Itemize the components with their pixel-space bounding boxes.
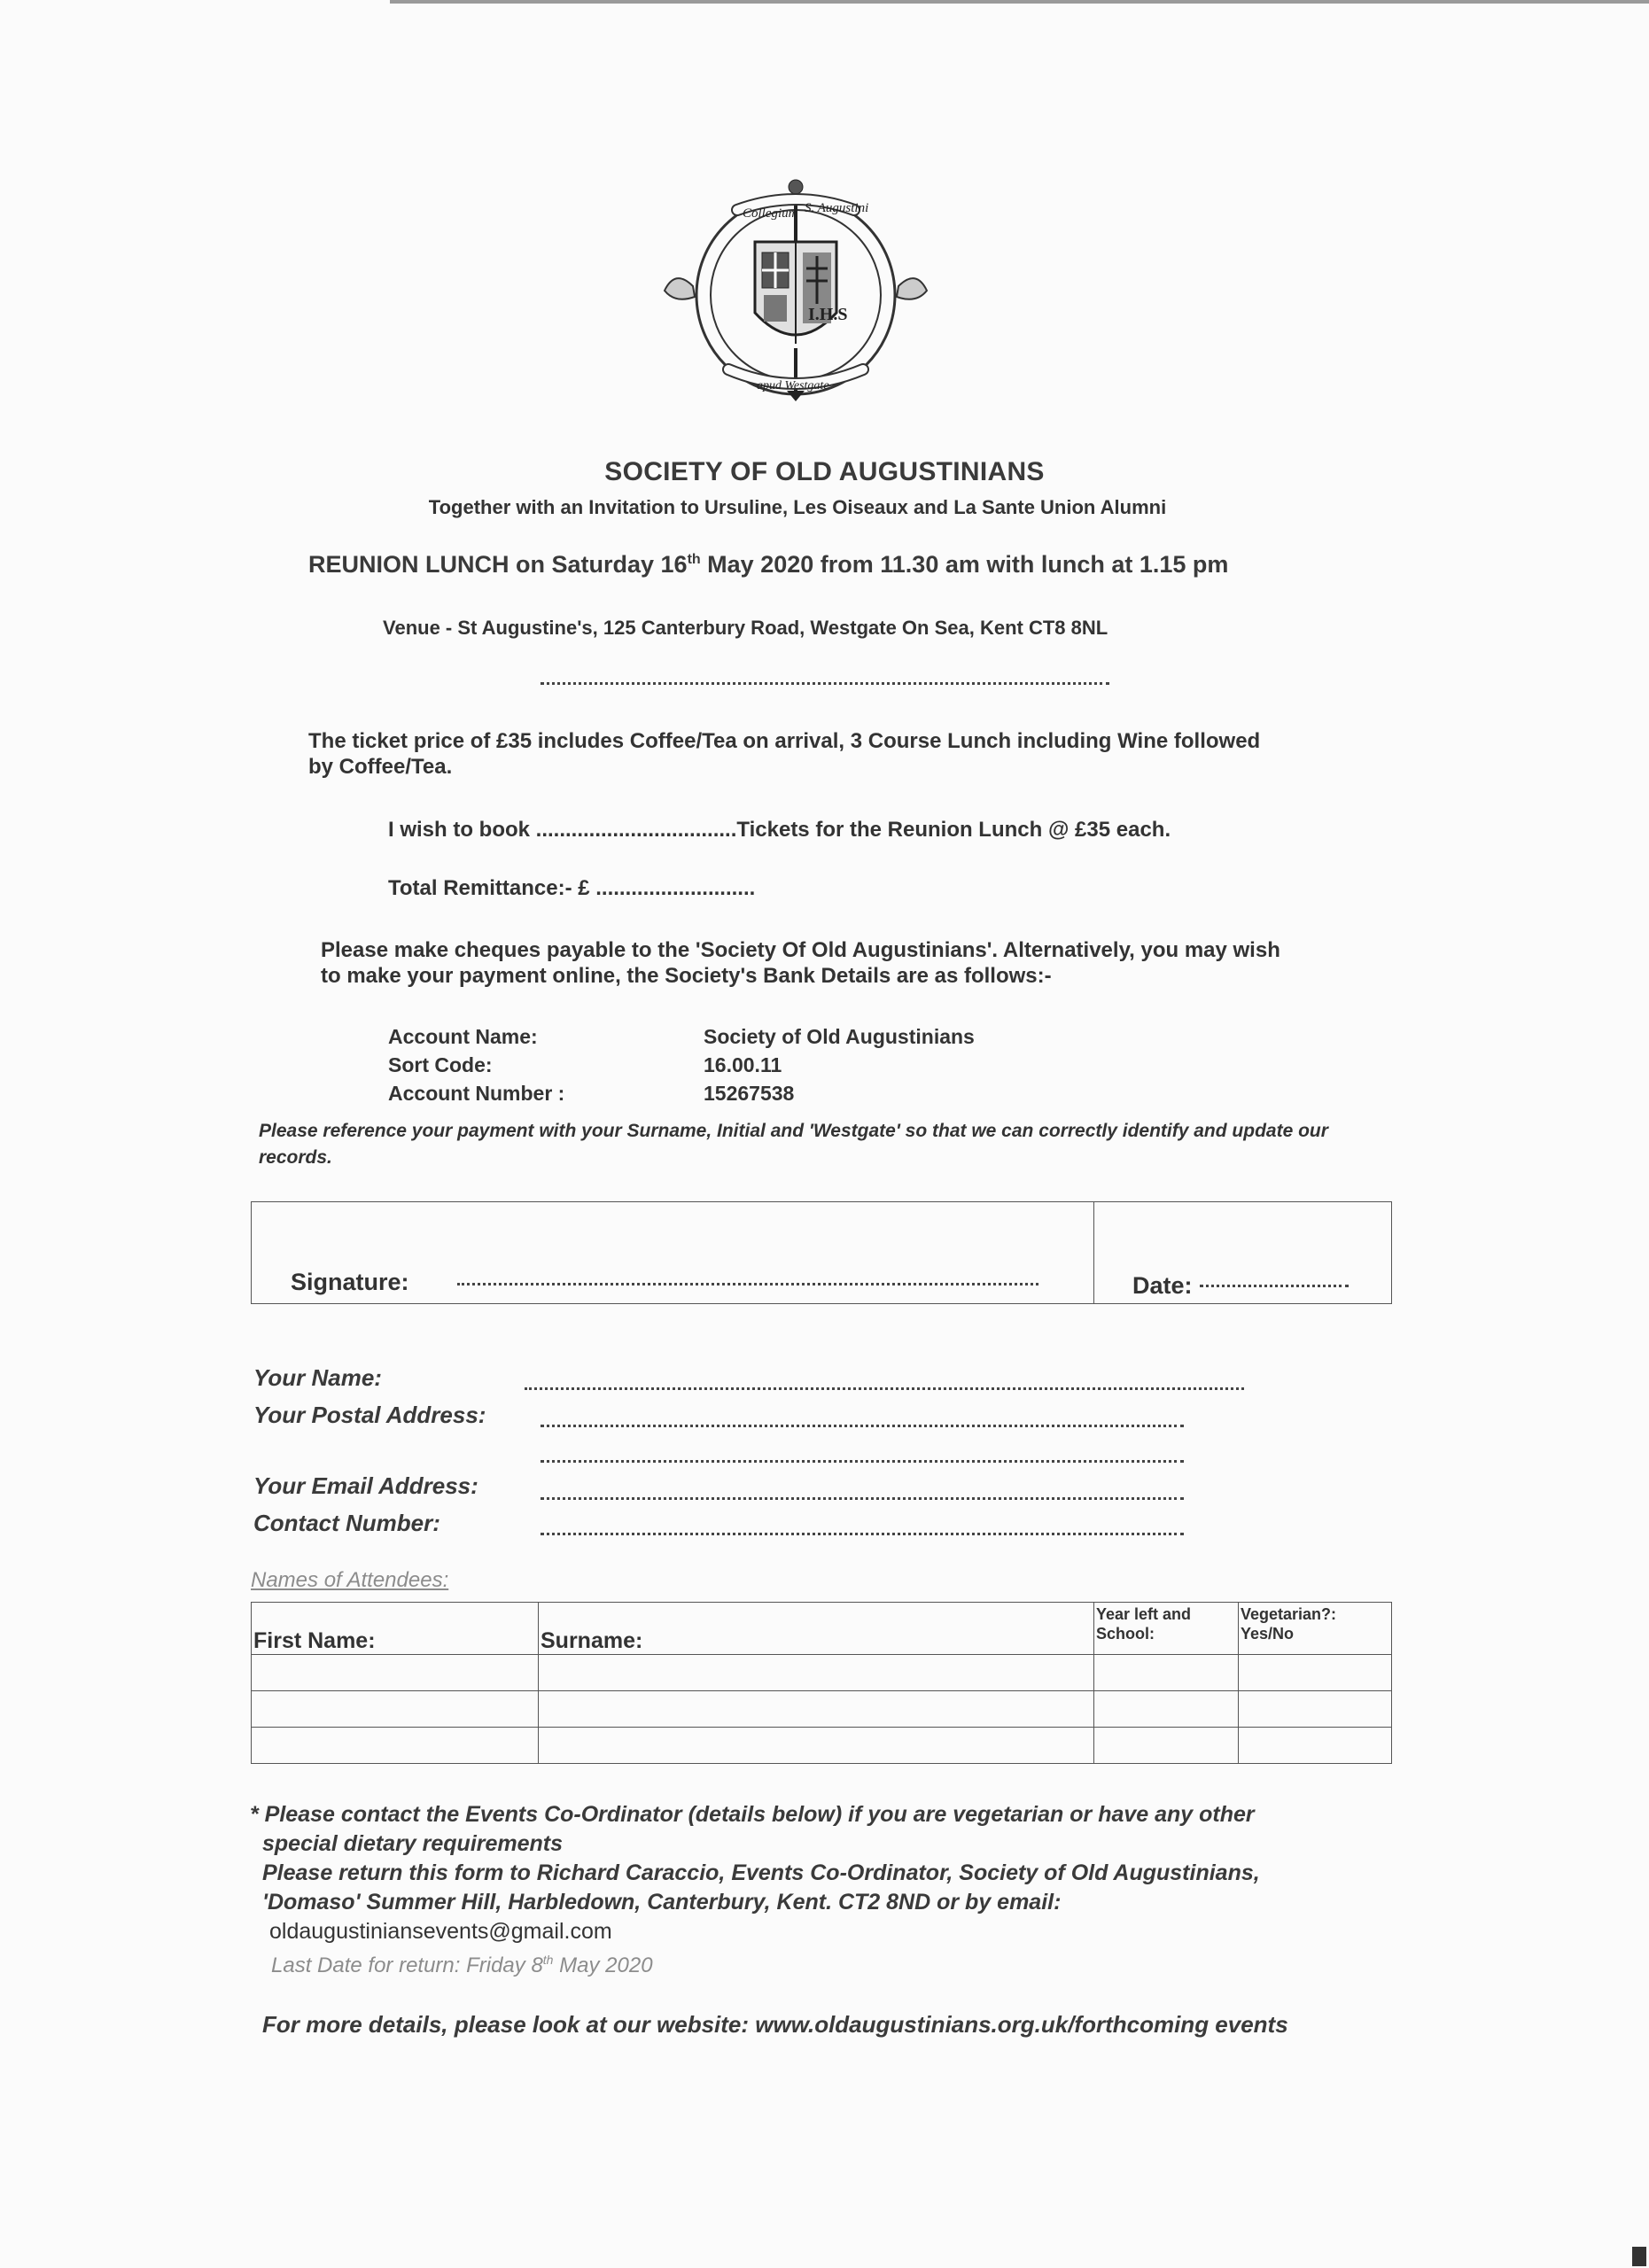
- surname-cell[interactable]: [539, 1728, 1094, 1764]
- signature-field[interactable]: [457, 1283, 1038, 1285]
- dietary-note-continued: special dietary requirements: [262, 1831, 564, 1856]
- vegetarian-cell[interactable]: [1239, 1691, 1392, 1728]
- last-return-date: [271, 1953, 653, 1978]
- first-name-cell[interactable]: [252, 1691, 539, 1728]
- contact-number-label: Contact Number:: [253, 1510, 440, 1536]
- crest-motto-left: Collegium: [743, 206, 798, 221]
- last-date-suffix: th: [542, 1953, 554, 1967]
- attendees-header-row: [252, 1603, 1392, 1655]
- year-left-cell[interactable]: [1094, 1655, 1239, 1691]
- postal-address-field-2[interactable]: [541, 1460, 1184, 1463]
- table-row: [252, 1691, 1392, 1728]
- email-address-label: Your Email Address:: [253, 1472, 478, 1499]
- bank-value: 16.00.11: [704, 1053, 782, 1076]
- page-subtitle: Together with an Invitation to Ursuline, Les Oiseaux and La Sante Union Alumni: [428, 496, 1167, 518]
- payment-instructions: Please make cheques payable to the 'Society Of Old Augustinians'. Alternatively, you may wish to make your payment online, the Society's Bank Details are as follows:-: [321, 938, 1280, 988]
- return-address-line-2: 'Domaso' Summer Hill, Harbledown, Canterbury, Kent. CT2 8ND or by email:: [262, 1890, 1062, 1915]
- name-field[interactable]: [525, 1387, 1244, 1390]
- event-date-suffix: th: [687, 552, 701, 567]
- bank-details: [388, 1022, 975, 1107]
- crest-motto-right: S. Augustini: [805, 201, 869, 215]
- bank-value: Society of Old Augustinians: [704, 1025, 975, 1048]
- surname-cell[interactable]: [539, 1691, 1094, 1728]
- date-label: Date:: [1132, 1272, 1193, 1299]
- contact-number-field[interactable]: [541, 1533, 1184, 1535]
- total-remittance-field[interactable]: Total Remittance:- £ ...........................: [388, 876, 756, 900]
- bank-sort-code-row: [388, 1051, 975, 1079]
- signature-box-divider: [1093, 1201, 1094, 1304]
- bank-label: Account Number :: [388, 1082, 565, 1105]
- name-label: Your Name:: [253, 1364, 382, 1391]
- first-name-header: First Name:: [252, 1603, 539, 1655]
- dietary-note: * Please contact the Events Co-Ordinator (details below) if you are vegetarian or have any other: [250, 1802, 1255, 1827]
- email-address-field[interactable]: [541, 1497, 1184, 1500]
- vegetarian-cell[interactable]: [1239, 1728, 1392, 1764]
- scan-top-edge: [390, 0, 1649, 4]
- return-address-line-1: Please return this form to Richard Caraccio, Events Co-Ordinator, Society of Old Augustinians,: [262, 1860, 1260, 1885]
- surname-header: Surname:: [539, 1603, 1094, 1655]
- attendees-title: Names of Attendees:: [251, 1568, 449, 1592]
- bank-value: 15267538: [704, 1082, 795, 1105]
- event-time-text: May 2020 from 11.30 am with lunch at 1.15 pm: [700, 551, 1229, 578]
- attendees-table: [251, 1602, 1392, 1764]
- date-field[interactable]: [1200, 1285, 1349, 1287]
- postal-address-field-1[interactable]: [541, 1425, 1184, 1427]
- ticket-quantity-field[interactable]: I wish to book ..................................Tickets for the Reunion Lunch @ £35 each.: [388, 818, 1171, 842]
- signature-box: [251, 1201, 1392, 1304]
- vegetarian-header: Vegetarian?: Yes/No: [1239, 1603, 1392, 1655]
- last-date-month: May 2020: [553, 1953, 653, 1977]
- return-instructions: [250, 1800, 1260, 1917]
- bank-label: Account Name:: [388, 1025, 538, 1048]
- table-row: [252, 1655, 1392, 1691]
- page-title: SOCIETY OF OLD AUGUSTINIANS: [604, 457, 1045, 486]
- payment-reference-note: Please reference your payment with your Surname, Initial and 'Westgate' so that we can correctly identify and update our records.: [259, 1121, 1328, 1168]
- bank-account-number-row: [388, 1079, 975, 1107]
- section-divider: [541, 682, 1109, 685]
- website-link[interactable]: For more details, please look at our website: www.oldaugustinians.org.uk/forthcoming events: [262, 2011, 1288, 2038]
- event-date-text: REUNION LUNCH on Saturday 16: [308, 551, 688, 578]
- venue-line: Venue - St Augustine's, 125 Canterbury Road, Westgate On Sea, Kent CT8 8NL: [383, 617, 1108, 639]
- bank-account-name-row: [388, 1022, 975, 1051]
- contact-email-link[interactable]: oldaugustiniansevents@gmail.com: [269, 1919, 612, 1944]
- first-name-cell[interactable]: [252, 1728, 539, 1764]
- crest-motto-bottom: apud Westgate: [757, 379, 829, 392]
- postal-address-label: Your Postal Address:: [253, 1402, 486, 1428]
- last-date-text: Last Date for return: Friday 8: [271, 1953, 543, 1977]
- ticket-price-text: The ticket price of £35 includes Coffee/Tea on arrival, 3 Course Lunch including Wine followed by Coffee/Tea.: [308, 729, 1261, 779]
- year-left-cell[interactable]: [1094, 1728, 1239, 1764]
- year-left-cell[interactable]: [1094, 1691, 1239, 1728]
- first-name-cell[interactable]: [252, 1655, 539, 1691]
- year-left-header: Year left and School:: [1094, 1603, 1239, 1655]
- vegetarian-cell[interactable]: [1239, 1655, 1392, 1691]
- event-heading: [308, 551, 1228, 579]
- society-crest-logo: [657, 171, 934, 403]
- scan-corner-mark: [1632, 2247, 1646, 2266]
- signature-label: Signature:: [291, 1269, 409, 1295]
- svg-text:I.H.S: I.H.S: [808, 305, 848, 324]
- surname-cell[interactable]: [539, 1655, 1094, 1691]
- bank-label: Sort Code:: [388, 1053, 493, 1076]
- table-row: [252, 1728, 1392, 1764]
